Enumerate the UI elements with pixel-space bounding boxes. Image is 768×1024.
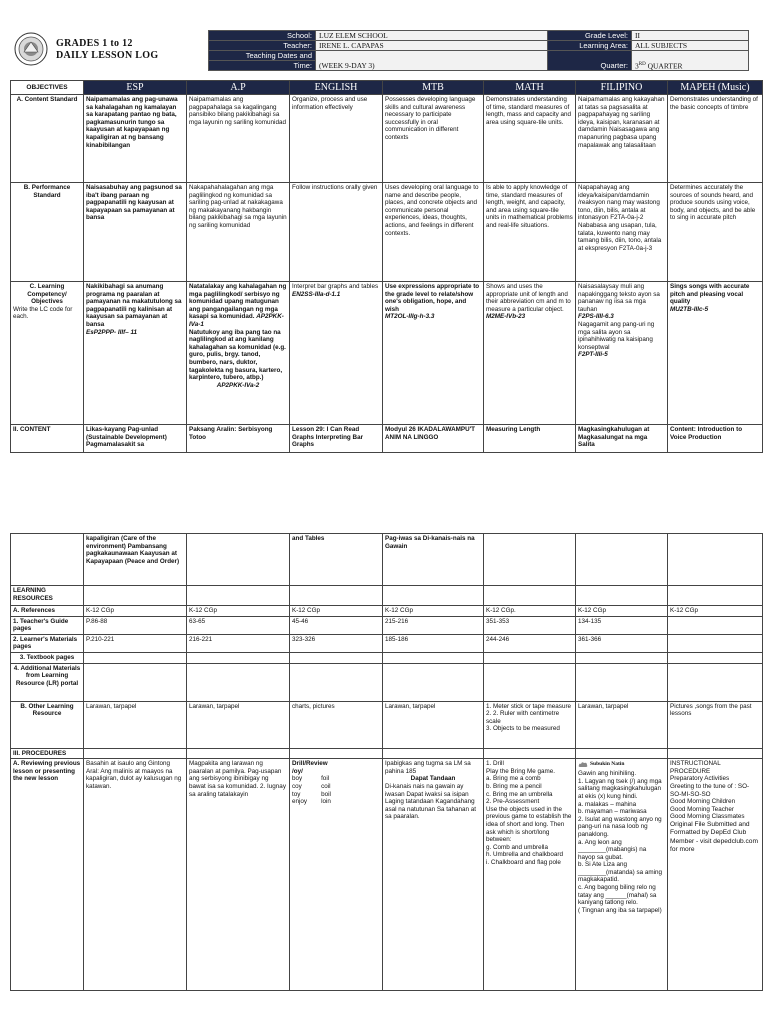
tg-english: 45-46 bbox=[290, 616, 383, 634]
references-label: A. References bbox=[11, 606, 84, 617]
dll-table-page-2 bbox=[10, 533, 763, 991]
lc-label-1: C. Learning bbox=[29, 283, 65, 290]
rev-mapeh-line: Greeting to the tune of : SO-SO-MI-SO-SO bbox=[670, 782, 750, 798]
col-mapeh: MAPEH (Music) bbox=[668, 81, 763, 95]
additional-materials-label: 4. Additional Materials from Learning Resource (LR) portal bbox=[11, 663, 84, 701]
rev-mapeh-line: Good Morning Children bbox=[670, 798, 736, 806]
ps-math: Is able to apply knowledge of time, standard measures of length, weight, and capacity, and area using square-tile units in mathematical problems and real-life situations. bbox=[484, 183, 576, 282]
page-1 bbox=[0, 0, 768, 490]
ps-esp: Naisasabuhay ang pagsunod sa iba't ibang paraan ng pagpapanatili ng kaayusan at kapayapaan sa pamayanan at bansa bbox=[84, 183, 187, 282]
quarter-label: Quarter: bbox=[548, 51, 632, 71]
rev-filipino bbox=[576, 759, 668, 991]
ref-mtb: K-12 CGp bbox=[383, 606, 484, 617]
ps-label-1: B. Performance bbox=[23, 184, 71, 191]
cs-mtb: Possesses developing language skills and cultural awareness necessary to participate successfully in oral communication in different contexts bbox=[383, 95, 484, 183]
tg-mtb: 215-216 bbox=[383, 616, 484, 634]
rev-fil-heading-text: Subukin Natin bbox=[590, 761, 625, 768]
rev-fil-line: c. Ang bagong biling relo ng tatay ang ______(mahal) sa kaniyang tatlong relo. bbox=[578, 884, 657, 907]
lc-ap-code-2: AP2PKK-IVa-2 bbox=[216, 381, 260, 389]
school-label: School: bbox=[209, 31, 316, 41]
rev-math-line: Play the Bring Me game. bbox=[486, 767, 555, 775]
dates-label: Teaching Dates and bbox=[209, 51, 316, 61]
lc-esp bbox=[84, 282, 187, 425]
ps-english: Follow instructions orally given bbox=[290, 183, 383, 282]
procedures-row bbox=[11, 748, 763, 759]
content-standard-row bbox=[11, 95, 763, 183]
lc-fil-code-1: F2PS-IIII-6.3 bbox=[578, 313, 614, 321]
lm-mtb: 185-186 bbox=[383, 634, 484, 652]
word: loin bbox=[321, 798, 331, 806]
rev-mapeh-line: INSTRUCTIONAL PROCEDURE bbox=[670, 760, 721, 775]
references-row bbox=[11, 606, 763, 617]
rev-english bbox=[290, 759, 383, 991]
content-english-cont: and Tables bbox=[290, 534, 383, 586]
word-table bbox=[292, 775, 331, 805]
lc-fil-code-2: F2PT-IIIi-5 bbox=[578, 351, 608, 359]
content-standard-label: A. Content Standard bbox=[11, 95, 84, 183]
learners-materials-row bbox=[11, 634, 763, 652]
rev-mtb bbox=[383, 759, 484, 991]
lc-ap-text-2: Natutukoy ang iba pang tao na naglilingkod at ang kanilang kahalagahan sa komunidad (e.g. guro, pulis, brgy. tanod, bumbero, nars, duktor, tagakolekta ng basura, kartero, karpintero, tubero, atbp.) bbox=[189, 328, 286, 382]
rev-fil-line: a. malakas – mahina bbox=[578, 800, 637, 808]
quarter-number: 3 bbox=[635, 61, 639, 70]
ps-mapeh: Determines accurately the sources of sounds heard, and produce sounds using voice, body, and objects, and be able to sing in accurate pitch bbox=[668, 183, 763, 282]
ps-filipino: Napapahayag ang ideya/kaisipan/damdamin /reaksyon nang may wastong tono, diin, bilis, antala at intonasyon F2TA-0a-j-2 Nababasa ang usapan, tula, talata, kuwento nang may tamang bilis, diin, tono, antala at ekspresyon F2TA-0a-j-3 bbox=[576, 183, 668, 282]
rev-ap: Magpakita ang larawan ng paaralan at pamilya. Pag-usapan ang serbisyong ibinibigay ng bawat isa sa komunidad. 2. Iugnay sa araling tatalakayin bbox=[187, 759, 290, 991]
word: toy bbox=[292, 790, 301, 798]
teachers-guide-label: 1. Teacher's Guide pages bbox=[11, 616, 84, 634]
word: enjoy bbox=[292, 798, 308, 806]
area-label: Learning Area: bbox=[548, 41, 632, 51]
tg-ap: 63-65 bbox=[187, 616, 290, 634]
time-label: Time: bbox=[209, 61, 316, 71]
content-math-cont bbox=[484, 534, 576, 586]
lc-ap bbox=[187, 282, 290, 425]
lc-mtb-text: Use expressions appropriate to the grade level to relate/show one's obligation, hope, and wish bbox=[385, 283, 480, 313]
rev-fil-heading bbox=[578, 760, 665, 770]
lc-math-code: M2ME-IVb-23 bbox=[486, 313, 526, 321]
area-value: ALL SUBJECTS bbox=[632, 41, 749, 51]
lc-math-text: Shows and uses the appropriate unit of length and their abbreviation cm and m to measure a particular object. bbox=[486, 283, 571, 313]
logo-title bbox=[56, 38, 158, 62]
quarter-sup: RD bbox=[638, 61, 646, 67]
learning-resources-row bbox=[11, 586, 763, 606]
lc-fil-text-1: Naisasalaysay muli ang napakinggang teksto ayon sa pananaw ng iisa sa mga tauhan bbox=[578, 283, 660, 313]
tg-esp: P.86-88 bbox=[84, 616, 187, 634]
word: coil bbox=[321, 782, 331, 790]
lm-esp: P.210-221 bbox=[84, 634, 187, 652]
ps-ap: Nakapahahalagahan ang mga paglilingkod ng komunidad sa sariling pag-unlad at nakakagawa ng makakayanang hakbangin bilang pakikibahagi sa mga layunin ng sariling komunidad bbox=[187, 183, 290, 282]
word: boy bbox=[292, 775, 303, 783]
ref-filipino: K-12 CGp bbox=[576, 606, 668, 617]
word: boil bbox=[321, 790, 331, 798]
or-ap: Larawan, tarpapel bbox=[187, 701, 290, 748]
or-filipino: Larawan, tarpapel bbox=[576, 701, 668, 748]
rev-mapeh-line: Preparatory Activities bbox=[670, 775, 730, 783]
lc-label-3: Objectives bbox=[31, 298, 63, 306]
tg-filipino: 134-135 bbox=[576, 616, 668, 634]
quarter-value bbox=[632, 51, 749, 71]
lc-mapeh bbox=[668, 282, 763, 425]
page-2 bbox=[0, 500, 768, 1024]
rev-english-title: Drill/Review bbox=[292, 760, 328, 768]
other-resources-label: B. Other Learning Resource bbox=[11, 701, 84, 748]
learning-competency-row bbox=[11, 282, 763, 425]
header-info-table bbox=[208, 30, 749, 71]
deped-seal-icon bbox=[14, 32, 48, 66]
content-math: Measuring Length bbox=[484, 425, 576, 453]
col-english: ENGLISH bbox=[290, 81, 383, 95]
lc-english bbox=[290, 282, 383, 425]
ps-mtb: Uses developing oral language to name and describe people, places, and concrete objects and communicate personal experiences, ideas, thoughts, actions, and feelings in different contexts. bbox=[383, 183, 484, 282]
rev-fil-line: Gawin ang hinihiling. bbox=[578, 770, 637, 778]
lc-label-4: Write the LC code for each. bbox=[13, 305, 73, 321]
teacher-value: IRENE L. CAPAPAS bbox=[316, 41, 548, 51]
cs-filipino: Naipamamalas ang kakayahan at tatas sa pagsasalita at pagpapahayag ng sariling ideya, kaisipan, karanasan at damdamin Naisasagawa ang mapanuring pagbasa upang mapalawak ang talasalitaan bbox=[576, 95, 668, 183]
performance-standard-row bbox=[11, 183, 763, 282]
content-label: II. CONTENT bbox=[11, 425, 84, 453]
or-math bbox=[484, 701, 576, 748]
rev-math-line: a. Bring me a comb bbox=[486, 775, 541, 783]
content-ap-cont bbox=[187, 534, 290, 586]
rev-math-line: c. Bring me an umbrella bbox=[486, 790, 553, 798]
ps-label-2: Standard bbox=[33, 191, 61, 199]
learners-materials-label: 2. Learner's Materials pages bbox=[11, 634, 84, 652]
lm-english: 323-326 bbox=[290, 634, 383, 652]
content-esp: Likas-kayang Pag-unlad (Sustainable Development) Pagmamalasakit sa bbox=[84, 425, 187, 453]
cs-esp: Naipamamalas ang pag-unawa sa kahalagahan ng kamalayan sa karapatang pantao ng bata, pagkamasunurin tungo sa kaayusan at kapayapaan ng kapaligiran at ng bansang kinabibilangan bbox=[84, 95, 187, 183]
lc-english-text: Interpret bar graphs and tables bbox=[292, 283, 379, 290]
lc-mapeh-text: Sings songs with accurate pitch and pleasing vocal quality bbox=[670, 283, 750, 306]
ref-ap: K-12 CGp bbox=[187, 606, 290, 617]
learning-resources-label: LEARNING RESOURCES bbox=[11, 586, 84, 606]
content-mapeh: Content: Introduction to Voice Production bbox=[668, 425, 763, 453]
lc-filipino bbox=[576, 282, 668, 425]
lc-ap-text-1: Natatalakay ang kahalagahan ng mga paglilingkod/ serbisyo ng komunidad upang matugunan ang pangangailangan ng mga kasapi sa komunidad. bbox=[189, 283, 287, 321]
or-math-1: 1. Meter stick or tape measure bbox=[486, 702, 572, 710]
rev-math-line: b. Bring me a pencil bbox=[486, 782, 542, 790]
or-math-3: 3. Objects to be measured bbox=[486, 725, 560, 733]
rev-math-line: g. Comb and umbrella bbox=[486, 843, 548, 851]
lm-mapeh bbox=[668, 634, 763, 652]
rev-math-line: Use the objects used in the previous game to establish the idea of short and long. Then ask which is short/long between: bbox=[486, 805, 572, 844]
content-mtb: Modyul 26 IKADALAWAMPU'T ANIM NA LINGGO bbox=[383, 425, 484, 453]
lc-fil-text-2: Nagagamit ang pang-uri ng mga salita ayon sa ipinahihiwatig na kaisipang konseptwal bbox=[578, 320, 655, 351]
rev-math-line: h. Umbrella and chalkboard bbox=[486, 851, 564, 859]
rev-math-line: 2. Pre-Assessment bbox=[486, 798, 540, 806]
col-ap: A.P bbox=[187, 81, 290, 95]
rev-mtb-1: Ipabigkas ang tugma sa LM sa pahina 185 bbox=[385, 760, 471, 775]
lc-mtb bbox=[383, 282, 484, 425]
lc-esp-text: Nakikibahagi sa anumang programa ng paaralan at pamayanan na makatutulong sa pagpapanatili ng kalinisan at kaayusan sa pamayanan at bansa bbox=[86, 283, 182, 328]
lc-label-2: Competency/ bbox=[27, 290, 67, 298]
content-mtb-cont: Pag-iwas sa Di-kanais-nais na Gawain bbox=[383, 534, 484, 586]
content-ap: Paksang Aralin: Serbisyong Totoo bbox=[187, 425, 290, 453]
content-mapeh-cont bbox=[668, 534, 763, 586]
cloud-icon bbox=[578, 760, 588, 770]
reviewing-row bbox=[11, 759, 763, 991]
rev-math bbox=[484, 759, 576, 991]
rev-mapeh bbox=[668, 759, 763, 991]
lc-ap-code-1: AP2PKK-IVa-1 bbox=[189, 313, 284, 328]
school-value: LUZ ELEM SCHOOL bbox=[316, 31, 548, 41]
grade-label: Grade Level: bbox=[548, 31, 632, 41]
rev-esp: Basahin at isaulo ang Gintong Aral: Ang malinis at maayos na kapaligiran, dulot ay kalusugan ng katawan. bbox=[84, 759, 187, 991]
tg-math: 351-353 bbox=[484, 616, 576, 634]
lc-label bbox=[11, 282, 84, 425]
col-mtb: MTB bbox=[383, 81, 484, 95]
rev-english-sub: /oy/ bbox=[292, 767, 303, 775]
teacher-label: Teacher: bbox=[209, 41, 316, 51]
objectives-label: OBJECTIVES bbox=[11, 81, 84, 95]
cs-ap: Naipamamalas ang pagpapahalaga sa kagalingang pansibiko bilang pakikibahagi sa mga layunin ng sariling komunidad bbox=[187, 95, 290, 183]
col-filipino: FILIPINO bbox=[576, 81, 668, 95]
column-header-row bbox=[11, 81, 763, 95]
lm-math: 244-246 bbox=[484, 634, 576, 652]
tg-mapeh bbox=[668, 616, 763, 634]
word: foil bbox=[321, 775, 330, 783]
ref-math: K-12 CGp. bbox=[484, 606, 576, 617]
col-math: MATH bbox=[484, 81, 576, 95]
or-mapeh: Pictures ,songs from the past lessons bbox=[668, 701, 763, 748]
content-row-page-2 bbox=[11, 534, 763, 586]
performance-standard-label bbox=[11, 183, 84, 282]
teachers-guide-row bbox=[11, 616, 763, 634]
lc-mtb-code: MT2OL-IIIg-h-3.3 bbox=[385, 313, 435, 321]
dll-table-page-1 bbox=[10, 80, 763, 453]
ref-english: K-12 CGp bbox=[290, 606, 383, 617]
rev-mtb-title: Dapat Tandaan bbox=[410, 775, 456, 783]
rev-fil-line: 1. Lagyan ng tsek (/) ang mga salitang magkasingkahulugan at ekis (x) kung hindi. bbox=[578, 777, 662, 800]
other-resources-row bbox=[11, 701, 763, 748]
additional-materials-row bbox=[11, 663, 763, 701]
content-esp-cont: kapaligiran (Care of the environment) Pambansang pagkakaunawaan Kaayusan at Kapayapaan (Peace and Order) bbox=[84, 534, 187, 586]
or-mtb: Larawan, tarpapel bbox=[383, 701, 484, 748]
rev-fil-line: b. mayaman – mariwasa bbox=[578, 808, 647, 816]
rev-fil-line: a. Ang leon ang ________(mabangis) na hayop sa gubat. bbox=[578, 838, 647, 861]
cs-math: Demonstrates understanding of time, standard measures of length, mass and capacity and area using square-tile units. bbox=[484, 95, 576, 183]
rev-mtb-2: Di-kanais nais na gawain ay iwasan Dapat iwaksi sa isipan Laging tatandaan Kagandahang asal na natutunan Sa tahanan at sa paaralan. bbox=[385, 782, 477, 821]
rev-math-line: i. Chalkboard and flag pole bbox=[486, 858, 561, 866]
textbook-row bbox=[11, 652, 763, 663]
word: coy bbox=[292, 782, 302, 790]
textbook-label: 3. Textbook pages bbox=[11, 652, 84, 663]
reviewing-label: A. Reviewing previous lesson or presenting the new lesson bbox=[11, 759, 84, 991]
logo-line-1: GRADES 1 to 12 bbox=[56, 38, 133, 49]
depedclub-watermark: Original File Submitted and Formatted by DepEd Club Member - visit depedclub.com for more bbox=[670, 820, 758, 853]
logo-line-2: DAILY LESSON LOG bbox=[56, 50, 159, 61]
rev-fil-line: 2. Isulat ang wastong anyo ng pang-uri na nasa loob ng panaklong. bbox=[578, 815, 662, 838]
or-math-2: 2. 2. Ruler with centimetre scale bbox=[486, 710, 560, 725]
quarter-word: QUARTER bbox=[645, 61, 683, 70]
grade-value: II bbox=[632, 31, 749, 41]
content-filipino: Magkasingkahulugan at Magkasalungat na mga Salita bbox=[576, 425, 668, 453]
lc-english-code: EN2SS-IIIa-d-1.1 bbox=[292, 290, 341, 298]
rev-fil-line: b. Si Ate Liza ang ________(matanda) sa aming magkakapatid. bbox=[578, 861, 663, 884]
rev-math-line: 1. Drill bbox=[486, 760, 504, 768]
lc-math bbox=[484, 282, 576, 425]
procedures-label: III. PROCEDURES bbox=[11, 748, 84, 759]
content-english: Lesson 29: I Can Read Graphs Interpreting Bar Graphs bbox=[290, 425, 383, 453]
content-label-cont bbox=[11, 534, 84, 586]
lc-esp-code: EsP2PPP- IIIf– 11 bbox=[86, 328, 137, 336]
dates-value: (WEEK 9-DAY 3) bbox=[316, 51, 548, 71]
ref-esp: K-12 CGp bbox=[84, 606, 187, 617]
content-filipino-cont bbox=[576, 534, 668, 586]
lm-filipino: 361-366 bbox=[576, 634, 668, 652]
rev-fil-line: ( Tingnan ang iba sa tarpapel) bbox=[578, 906, 662, 914]
col-esp: ESP bbox=[84, 81, 187, 95]
ref-mapeh: K-12 CGp bbox=[668, 606, 763, 617]
lc-mapeh-code: MU2TB-IIIc-5 bbox=[670, 305, 709, 313]
rev-mapeh-line: Good Morning Classmates bbox=[670, 813, 745, 821]
lm-ap: 216-221 bbox=[187, 634, 290, 652]
rev-mapeh-line: Good Morning Teacher bbox=[670, 805, 734, 813]
cs-mapeh: Demonstrates understanding of the basic concepts of timbre bbox=[668, 95, 763, 183]
or-english: charts, pictures bbox=[290, 701, 383, 748]
content-row-page-1 bbox=[11, 425, 763, 453]
cs-english: Organize, process and use information effectively bbox=[290, 95, 383, 183]
or-esp: Larawan, tarpapel bbox=[84, 701, 187, 748]
